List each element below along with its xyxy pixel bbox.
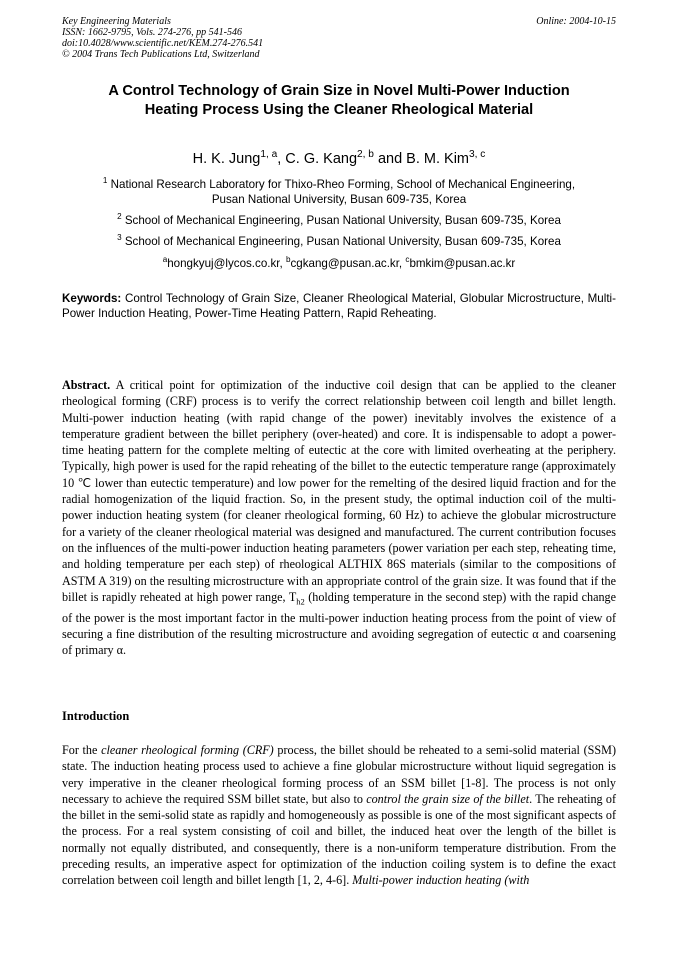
affiliation-3-marker: 3 <box>117 233 122 243</box>
author-1: H. K. Jung <box>192 151 261 167</box>
journal-doi: doi:10.4028/www.scientific.net/KEM.274-276.541 <box>62 38 264 49</box>
title-line-2: Heating Process Using the Cleaner Rheological Material <box>144 102 534 118</box>
author-separator: , <box>277 151 286 167</box>
intro-emphasis-2: control the grain size of the billet <box>366 791 530 806</box>
author-3: B. M. Kim <box>406 151 470 167</box>
introduction-paragraph <box>62 742 616 889</box>
email-c-marker: c <box>405 255 410 265</box>
email-c[interactable]: bmkim@pusan.ac.kr <box>409 257 516 270</box>
affiliation-1 <box>62 177 616 207</box>
abstract-text-1: A critical point for optimization of the inductive coil design that can be applied to the cleaner rheological forming (CRF) process is to verify the correct relationship between coil length and billet length. Multi-power induction heating (with rapid change of the power) inevitably involves the existence of a temperature gradient between the billet periphery (over-heated) and core. It is indispensable to adopt a power-time heating pattern for the complete melting of eutectic at the core with limited overheating at the periphery. Typically, high power is used for the rapid reheating of the billet to the eutectic temperature range (approximately 10 ℃ lower than eutectic temperature) and low power for the remelting of the desired liquid fraction and for the radial homogenization of the liquid fraction. So, in the present study, the optimal induction coil of the multi-power induction heating system (for cleaner rheological forming, 60 Hz) to achieve the globular microstructure for a variety of the cleaner rheological material was designed and manufactured. The current contribution focuses on the influences of the multi-power induction heating parameters (power variation per each step, reheating time, and holding temperature per each step) of rheological ALTHIX 86S materials (similar to the compositions of ASTM A 319) on the resulting microstructure with an appropriate control of the grain size. It was found that if the billet is rapidly reheated at high power range, T <box>62 378 616 604</box>
author-list <box>62 150 616 168</box>
affiliation-2 <box>62 213 616 228</box>
intro-emphasis-1: cleaner rheological forming (CRF) <box>101 743 274 757</box>
abstract-label: Abstract. <box>62 378 111 392</box>
author-2-marker: 2, b <box>357 149 374 161</box>
abstract <box>62 377 616 658</box>
journal-issn: ISSN: 1662-9795, Vols. 274-276, pp 541-546 <box>62 27 242 38</box>
journal-header <box>62 16 263 60</box>
affiliation-2-marker: 2 <box>117 212 122 222</box>
intro-emphasis-3: Multi-power induction heating (with <box>352 873 530 888</box>
journal-name: Key Engineering Materials <box>62 16 171 27</box>
section-heading-introduction: Introduction <box>62 709 130 723</box>
email-list <box>62 256 616 271</box>
author-separator: and <box>373 151 407 167</box>
keywords-label: Keywords: <box>62 292 122 305</box>
title-line-1: A Control Technology of Grain Size in Novel Multi-Power Induction <box>108 83 570 99</box>
email-a-marker: a <box>162 255 168 265</box>
abstract-subscript: h2 <box>296 596 305 607</box>
affiliation-3 <box>62 234 616 249</box>
email-b[interactable]: cgkang@pusan.ac.kr, <box>290 257 406 270</box>
keywords-text: Control Technology of Grain Size, Cleaner Rheological Material, Globular Microstructure, Multi-Power Induction Heating, Power-Time Heating Pattern, Rapid Reheating. <box>62 292 616 320</box>
email-b-marker: b <box>285 255 291 265</box>
affiliation-3-text: School of Mechanical Engineering, Pusan National University, Busan 609-735, Korea <box>124 235 561 248</box>
author-3-marker: 3, c <box>469 149 486 161</box>
keywords <box>62 291 616 321</box>
paper-title <box>62 82 616 120</box>
journal-copyright: © 2004 Trans Tech Publications Ltd, Switzerland <box>62 49 260 60</box>
author-2: C. G. Kang <box>285 151 358 167</box>
intro-text-1: For the <box>62 743 102 757</box>
email-a[interactable]: hongkyuj@lycos.co.kr, <box>167 257 286 270</box>
intro-text-3: . The reheating of the billet in the semi-solid state as rapidly and homogeneously as possible is one of the most significant aspects of the process. For a real system consisting of coil and billet, the induced heat over the length of the billet is normally not equally distributed, and consequently, there is a non-uniform temperature distribution. From the preceding results, an imperative aspect for optimization of the induction coiling system is to define the exact correlation between coil length and billet length [1, 2, 4-6]. <box>62 791 616 888</box>
affiliation-2-text: School of Mechanical Engineering, Pusan National University, Busan 609-735, Korea <box>124 214 561 227</box>
author-1-marker: 1, a <box>260 149 278 161</box>
affiliation-1-line-2: Pusan National University, Busan 609-735, Korea <box>211 193 467 206</box>
affiliation-1-marker: 1 <box>102 176 108 186</box>
abstract-text-2: (holding temperature in the second step) with the rapid change of the power is the most important factor in the multi-power induction heating process from the point of view of securing a fine distribution of the resulting microstructure and avoiding segregation of eutectic α and coarsening of primary α. <box>62 589 616 658</box>
affiliation-1-line-1: National Research Laboratory for Thixo-Rheo Forming, School of Mechanical Engineering, <box>110 178 576 191</box>
online-date: Online: 2004-10-15 <box>536 16 616 27</box>
intro-text-2: process, the billet should be reheated to a semi-solid material (SSM) state. The induction heating process used to achieve a fine globular microstructure without liquid segregation is very imperative in the cleaner rheological forming process of an SSM billet [1-8]. The process is not only necessary to achieve the required SSM billet state, but also to <box>62 743 616 806</box>
